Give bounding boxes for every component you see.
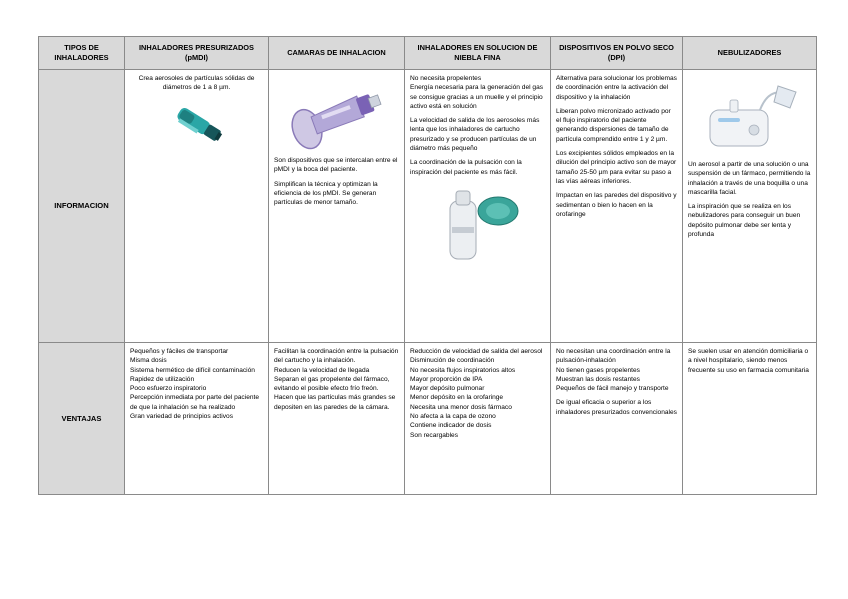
info-dpi-text-3: Los excipientes sólidos empleados en la dilución del principio activo son de mayor tamaño 25-50 µm para evitar su paso a las vías aéreas inferiores. bbox=[556, 150, 677, 185]
list-item: Mayor depósito pulmonar bbox=[410, 385, 485, 393]
list-item: Separan el gas propelente del fármaco, evitando el posible efecto frío freón. bbox=[274, 375, 390, 393]
cell-info-pmdi bbox=[125, 70, 269, 343]
list-item: Reducción de velocidad de salida del aerosol bbox=[410, 348, 543, 355]
list-item: Contiene indicador de dosis bbox=[410, 422, 492, 430]
row-ventajas bbox=[39, 343, 817, 495]
cell-ventajas-camaras bbox=[269, 343, 405, 495]
list-item: Misma dosis bbox=[130, 357, 167, 365]
list-item: De igual eficacia o superior a los inhaladores presurizados convencionales bbox=[556, 399, 677, 416]
list-item: Disminución de coordinación bbox=[410, 357, 495, 365]
info-niebla-text-4: La coordinación de la pulsación con la inspiración del paciente es más fácil. bbox=[410, 159, 522, 176]
info-pmdi-text: Crea aerosoles de partículas sólidas de diámetros de 1 a 8 µm. bbox=[138, 75, 255, 92]
cell-info-nebulizadores bbox=[683, 70, 817, 343]
info-neb-text-1: Un aerosol a partir de una solución o una suspensión de un fármaco, permitiendo la inhalación a través de una boquilla o una mascarilla facial. bbox=[688, 161, 811, 196]
list-item: No afecta a la capa de ozono bbox=[410, 413, 496, 421]
row-label-ventajas: VENTAJAS bbox=[39, 343, 125, 495]
list-item: Hacen que las partículas más grandes se depositen en las paredes de la cámara. bbox=[274, 394, 396, 411]
info-camaras-text-1: Son dispositivos que se intercalan entre el pMDI y la boca del paciente. bbox=[274, 157, 398, 174]
cell-ventajas-pmdi bbox=[125, 343, 269, 495]
list-item: Pequeños de fácil manejo y transporte bbox=[556, 385, 669, 393]
list-item: Necesita una menor dosis fármaco bbox=[410, 403, 512, 411]
info-dpi-text-4: Impactan en las paredes del dispositivo y sedimentan o bien lo hacen en la orofaringe bbox=[556, 192, 677, 218]
list-item: Son recargables bbox=[410, 431, 459, 439]
pmdi-inhaler-icon bbox=[157, 99, 237, 159]
list-item: Reducen la velocidad de llegada bbox=[274, 366, 370, 374]
list-item: Muestran las dosis restantes bbox=[556, 375, 640, 383]
row-label-informacion: INFORMACION bbox=[39, 70, 125, 343]
cell-info-niebla bbox=[405, 70, 551, 343]
list-item: Gran variedad de principios activos bbox=[130, 413, 233, 421]
list-item: No tienen gases propelentes bbox=[556, 366, 640, 374]
nebulizer-machine-icon bbox=[700, 80, 800, 154]
list-item: Pequeños y fáciles de transportar bbox=[130, 348, 229, 355]
row-informacion bbox=[39, 70, 817, 343]
list-item: No necesita flujos inspiratorios altos bbox=[410, 366, 516, 374]
cell-info-camaras bbox=[269, 70, 405, 343]
cell-info-dpi bbox=[551, 70, 683, 343]
info-neb-text-2: La inspiración que se realiza en los nebulizadores para conseguir un buen depósito pulmonar debe ser lenta y profunda bbox=[688, 203, 801, 239]
info-dpi-text-2: Liberan polvo micronizado activado por el flujo inspiratorio del paciente generando dispersiones de tamaño de partícula comprendido entre 1 y 2 µm. bbox=[556, 107, 671, 143]
header-niebla: INHALADORES EN SOLUCION DE NIEBLA FINA bbox=[405, 37, 551, 70]
cell-ventajas-nebulizadores bbox=[683, 343, 817, 495]
info-niebla-text-1: No necesita propelentes bbox=[410, 75, 482, 82]
info-camaras-text-2: Simplifican la técnica y optimizan la eficiencia de los pMDI. Se generan partículas de menor tamaño. bbox=[274, 180, 378, 207]
header-dpi: DISPOSITIVOS EN POLVO SECO (DPI) bbox=[551, 37, 683, 70]
list-item: Rapidez de utilización bbox=[130, 375, 195, 383]
inhaler-comparison-table bbox=[38, 36, 817, 495]
info-dpi-text-1: Alternativa para solucionar los problemas de coordinación entre la activación del dispositivo y la inhalación bbox=[556, 75, 677, 101]
header-tipos: TIPOS DE INHALADORES bbox=[39, 37, 125, 70]
info-niebla-text-3: La velocidad de salida de los aerosoles más lenta que los inhaladores de cartucho presurizado y se producen partículas de un diámetro más pequeño bbox=[410, 117, 540, 153]
list-item: Facilitan la coordinación entre la pulsación del cartucho y la inhalación. bbox=[274, 348, 399, 365]
spacer-chamber-icon bbox=[282, 80, 392, 150]
list-item: No necesitan una coordinación entre la pulsación-inhalación bbox=[556, 348, 671, 365]
list-item: Se suelen usar en atención domiciliaria o a nivel hospitalario, siendo menos frecuente su uso en farmacia comunitaria bbox=[688, 348, 809, 374]
cell-ventajas-dpi bbox=[551, 343, 683, 495]
list-item: Sistema hermético de difícil contaminación bbox=[130, 366, 255, 374]
header-pmdi: INHALADORES PRESURIZADOS (pMDI) bbox=[125, 37, 269, 70]
header-camaras: CAMARAS DE INHALACION bbox=[269, 37, 405, 70]
list-item: Menor depósito en la orofaringe bbox=[410, 394, 504, 402]
soft-mist-inhaler-icon bbox=[428, 183, 528, 263]
header-row bbox=[39, 37, 817, 70]
list-item: Poco esfuerzo inspiratorio bbox=[130, 385, 207, 393]
list-item: Percepción inmediata por parte del paciente de que la inhalación se ha realizado bbox=[130, 394, 260, 411]
cell-ventajas-niebla bbox=[405, 343, 551, 495]
info-niebla-text-2: Energía necesaria para la generación del gas se consigue gracias a un muelle y el principio activo está en solución bbox=[410, 84, 544, 110]
header-nebulizadores: NEBULIZADORES bbox=[683, 37, 817, 70]
list-item: Mayor proporción de IPA bbox=[410, 375, 483, 383]
